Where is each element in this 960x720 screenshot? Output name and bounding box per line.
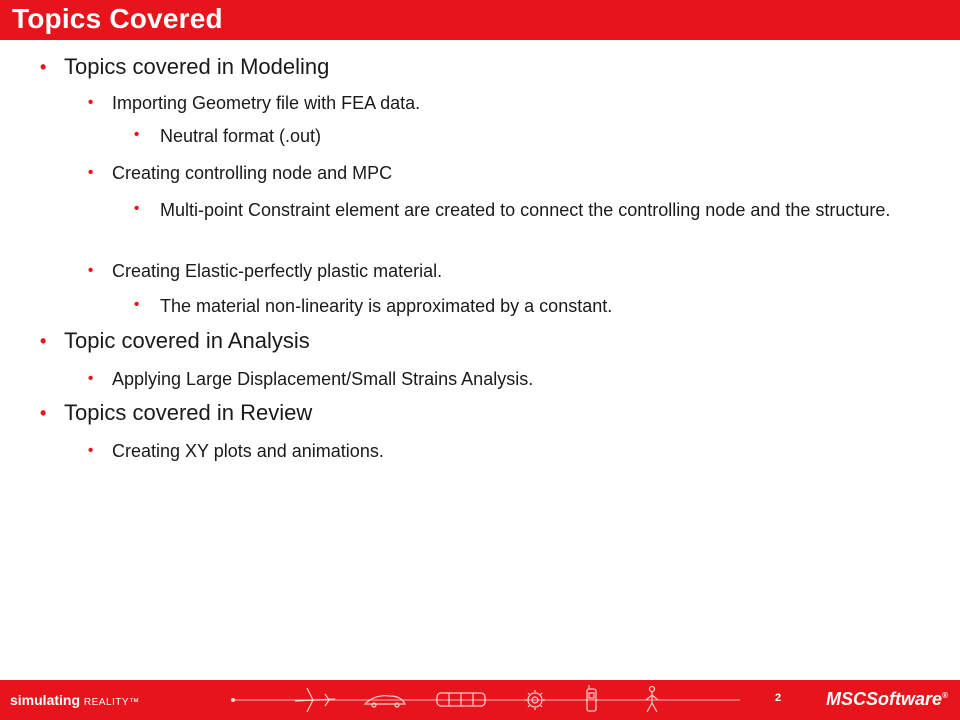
bullet-marker: •	[134, 126, 140, 143]
brand-logo	[826, 689, 948, 710]
tagline-bold: simulating	[10, 692, 81, 708]
bullet-text: Neutral format (.out)	[160, 126, 322, 146]
bullet-item	[134, 292, 894, 320]
bullet-text: Importing Geometry file with FEA data.	[112, 93, 421, 113]
tagline	[10, 692, 140, 708]
brand-software: Software	[866, 689, 943, 709]
page-number: 2	[775, 692, 782, 704]
bullet-item	[88, 258, 442, 284]
brand-mark: ®	[942, 691, 948, 700]
bullet-marker: •	[40, 331, 47, 351]
footer-icon-strip	[225, 680, 745, 720]
bullet-text: Creating XY plots and animations.	[112, 441, 384, 461]
person-icon	[646, 687, 658, 713]
bullet-marker: •	[134, 200, 140, 217]
slide-title: Topics Covered	[12, 3, 223, 34]
bullet-text: Multi-point Constraint element are created to connect the controlling node and the structure.	[160, 200, 891, 220]
brand-msc: MSC	[826, 689, 866, 709]
tagline-rest: REALITY™	[83, 697, 140, 708]
bullet-marker: •	[88, 262, 94, 279]
bullet-marker: •	[134, 296, 140, 313]
phone-icon	[587, 685, 596, 711]
bullet-marker: •	[88, 164, 94, 181]
bullet-marker: •	[88, 94, 94, 111]
bullet-text: Creating controlling node and MPC	[112, 163, 393, 183]
bullet-marker: •	[40, 57, 47, 77]
footer-bar	[0, 680, 960, 720]
bullet-item	[40, 326, 310, 356]
bullet-item	[40, 52, 329, 82]
bullet-item	[88, 366, 533, 392]
bullet-text: Topics covered in Modeling	[64, 54, 330, 79]
bullet-item	[134, 196, 894, 224]
bullet-text: Topic covered in Analysis	[64, 328, 310, 353]
bullet-item	[88, 438, 384, 464]
bullet-text: The material non-linearity is approximated by a constant.	[160, 296, 613, 316]
bullet-text: Applying Large Displacement/Small Strains Analysis.	[112, 369, 534, 389]
car-icon	[365, 696, 405, 707]
bullet-text: Creating Elastic-perfectly plastic material.	[112, 261, 443, 281]
bullet-text: Topics covered in Review	[64, 400, 313, 425]
bullet-item	[88, 160, 392, 186]
title-bar	[0, 0, 960, 40]
bullet-item	[134, 122, 894, 150]
bullet-marker: •	[40, 403, 47, 423]
bullet-item	[88, 90, 420, 116]
bullet-item	[40, 398, 312, 428]
bullet-marker: •	[88, 442, 94, 459]
bullet-marker: •	[88, 370, 94, 387]
